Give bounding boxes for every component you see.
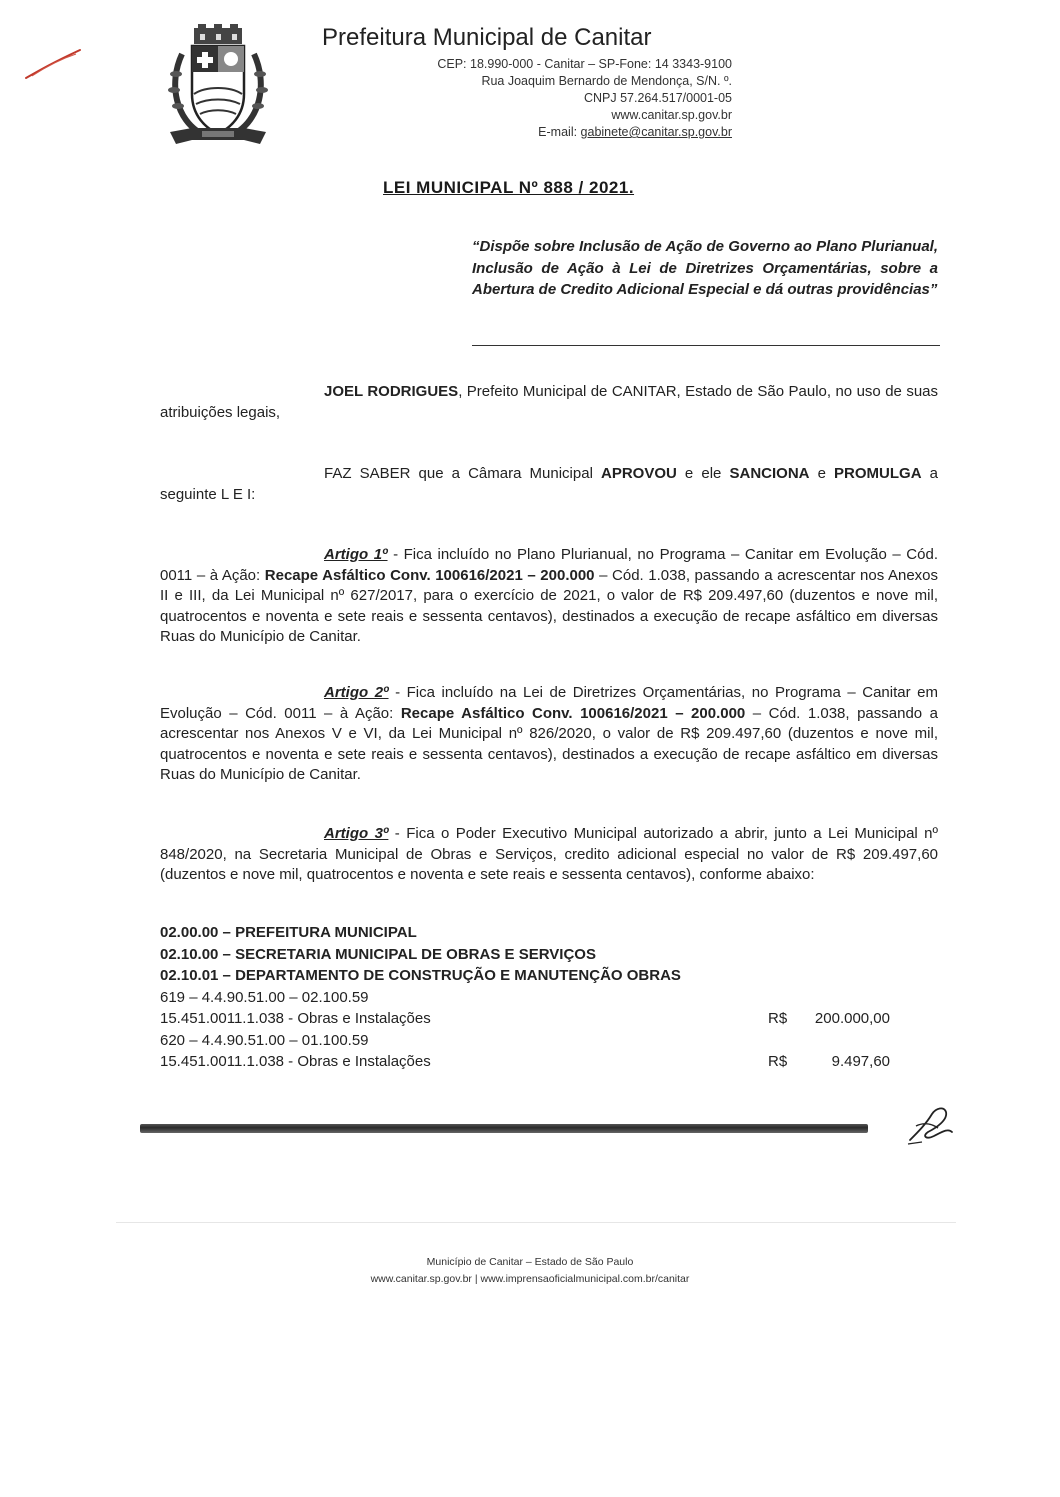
budget-line: 620 – 4.4.90.51.00 – 01.100.59 (160, 1031, 369, 1049)
budget-amount: R$ 9.497,60 (768, 1053, 890, 1070)
cep-line: CEP: 18.990-000 - Canitar – SP-Fone: 14 3343-9100 (437, 57, 732, 71)
article-3-label: Artigo 3º (324, 825, 389, 842)
article-3: Artigo 3º - Fica o Poder Executivo Municipal autorizado a abrir, junto a Lei Municipal nº 848/2020, na Secretaria Municipal de Obras e Serviços, credito adicional especial no valor de R$ 209.497,60 (duzentos e nove mil, quatrocentos e noventa e sete reais e sessenta centavos), conforme abaixo: (160, 825, 938, 883)
budget-heading-1: 02.00.00 – PREFEITURA MUNICIPAL (160, 924, 417, 941)
law-title: LEI MUNICIPAL Nº 888 / 2021. (383, 178, 635, 197)
bottom-divider (140, 1124, 868, 1133)
law-summary: “Dispõe sobre Inclusão de Ação de Governo ao Plano Plurianual, Inclusão de Ação à Lei de Diretrizes Orçamentárias, sobre a Abertura de Credito Adicional Especial e dá outras providências” (472, 238, 938, 298)
org-name: Prefeitura Municipal de Canitar (322, 24, 652, 51)
mayor-name: JOEL RODRIGUES (324, 383, 459, 400)
article-2-label: Artigo 2º (324, 684, 389, 701)
handwritten-signature-icon (902, 1102, 958, 1148)
email-label: E-mail: (538, 125, 581, 139)
budget-amount: R$ 200.000,00 (768, 1010, 890, 1027)
article-2: Artigo 2º - Fica incluído na Lei de Diretrizes Orçamentárias, no Programa – Canitar em Evolução – Cód. 0011 – à Ação: Recape Asfáltico Conv. 100616/2021 – 200.000 – Cód. 1.038, passando a acrescentar nos Anexos V e VI, da Lei Municipal nº 826/2020, o valor de R$ 209.497,60 (duzentos e nove mil, quatrocentos e noventa e sete reais e sessenta centavos), destinados a execução de recape asfáltico em diversas Ruas do Município de Canitar. (160, 684, 938, 783)
summary-divider (472, 345, 940, 346)
budget-allocation (160, 922, 890, 1073)
cnpj-line: CNPJ 57.264.517/0001-05 (583, 91, 732, 105)
municipal-coat-of-arms-icon (162, 24, 274, 152)
budget-heading-3: 02.10.01 – DEPARTAMENTO DE CONSTRUÇÃO E MANUTENÇÃO OBRAS (160, 967, 681, 984)
email-line (340, 124, 732, 141)
budget-heading-2: 02.10.00 – SECRETARIA MUNICIPAL DE OBRAS E SERVIÇOS (160, 945, 596, 963)
letterhead-contact (340, 56, 732, 141)
budget-line: 619 – 4.4.90.51.00 – 02.100.59 (160, 988, 369, 1006)
intro-paragraph: JOEL RODRIGUES, Prefeito Municipal de CANITAR, Estado de São Paulo, no uso de suas atribuições legais, (160, 383, 938, 421)
footer-divider (116, 1222, 956, 1223)
budget-line: 15.451.0011.1.038 - Obras e Instalações R$ 200.000,00 (160, 1008, 890, 1030)
article-1: Artigo 1º - Fica incluído no Plano Plurianual, no Programa – Canitar em Evolução – Cód. 0011 – à Ação: Recape Asfáltico Conv. 100616/2021 – 200.000 – Cód. 1.038, passando a acrescentar nos Anexos II e III, da Lei Municipal nº 627/2017, para o exercício de 2021, o valor de R$ 209.497,60 (duzentos e nove mil, quatrocentos e noventa e sete reais e sessenta centavos), destinados a execução de recape asfáltico em diversas Ruas do Município de Canitar. (160, 546, 939, 645)
footer-links[interactable]: www.canitar.sp.gov.br | www.imprensaoficialmunicipal.com.br/canitar (370, 1273, 690, 1285)
website-link[interactable]: www.canitar.sp.gov.br (611, 108, 732, 122)
address-line: Rua Joaquim Bernardo de Mendonça, S/N. º. (481, 74, 732, 88)
footer-municipality: Município de Canitar – Estado de São Paulo (426, 1256, 634, 1268)
email-link[interactable]: gabinete@canitar.sp.gov.br (580, 125, 732, 139)
article-1-label: Artigo 1º (324, 546, 388, 563)
faz-saber-paragraph: FAZ SABER que a Câmara Municipal APROVOU e ele SANCIONA e PROMULGA a seguinte L E I: (160, 465, 938, 503)
budget-line: 15.451.0011.1.038 - Obras e Instalações R$ 9.497,60 (160, 1051, 890, 1073)
pen-mark-icon (22, 46, 84, 82)
